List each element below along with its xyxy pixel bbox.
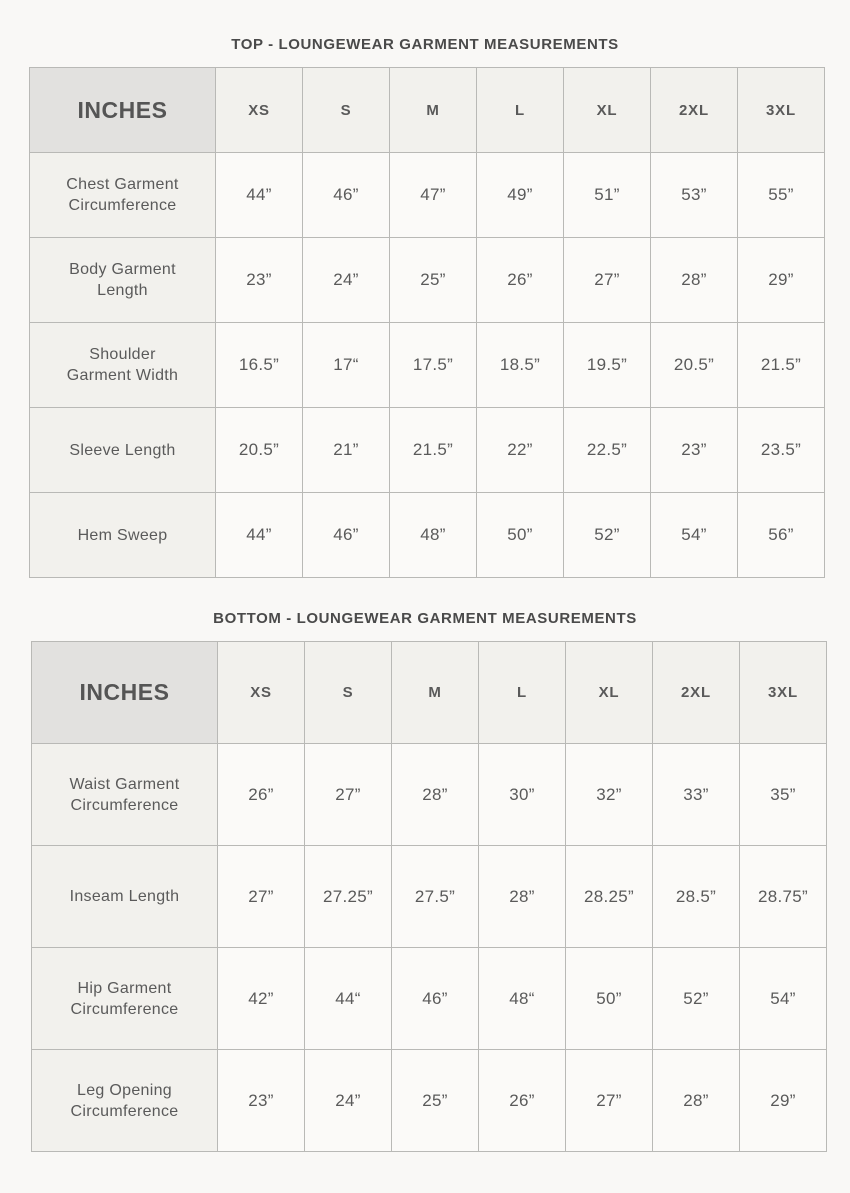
value-cell: 24” [303, 238, 390, 323]
value-cell: 24” [305, 1050, 392, 1152]
table-row [30, 493, 825, 578]
value-cell: 20.5” [216, 408, 303, 493]
value-cell: 19.5” [564, 323, 651, 408]
value-cell: 17“ [303, 323, 390, 408]
row-label-line: Shoulder [89, 346, 156, 363]
value-cell: 23” [218, 1050, 305, 1152]
value-cell: 46” [392, 948, 479, 1050]
value-cell: 33” [653, 744, 740, 846]
value-cell: 56” [738, 493, 825, 578]
value-cell: 54” [651, 493, 738, 578]
value-cell: 51” [564, 153, 651, 238]
value-cell: 52” [564, 493, 651, 578]
value-cell: 23” [216, 238, 303, 323]
row-label-inseam [32, 846, 218, 948]
row-label-body-length [30, 238, 216, 323]
value-cell: 46” [303, 493, 390, 578]
value-cell: 52” [653, 948, 740, 1050]
top-unit-label: INCHES [30, 68, 216, 153]
value-cell: 28” [651, 238, 738, 323]
row-label-waist [32, 744, 218, 846]
value-cell: 18.5” [477, 323, 564, 408]
row-label-line: Body Garment [69, 261, 176, 278]
row-label-chest [30, 153, 216, 238]
table-row [32, 1050, 827, 1152]
top-header-row [30, 68, 825, 153]
value-cell: 50” [477, 493, 564, 578]
value-cell: 21.5” [738, 323, 825, 408]
top-size-xl: XL [564, 68, 651, 153]
value-cell: 28” [479, 846, 566, 948]
value-cell: 46” [303, 153, 390, 238]
row-label-line: Sleeve Length [69, 441, 176, 459]
row-label-line: Leg Opening [77, 1081, 172, 1099]
value-cell: 28.5” [653, 846, 740, 948]
table-row [30, 323, 825, 408]
table-row [32, 948, 827, 1050]
row-label-line: Circumference [70, 1000, 179, 1018]
value-cell: 32” [566, 744, 653, 846]
value-cell: 27” [566, 1050, 653, 1152]
value-cell: 20.5” [651, 323, 738, 408]
value-cell: 30” [479, 744, 566, 846]
value-cell: 23.5” [738, 408, 825, 493]
value-cell: 23” [651, 408, 738, 493]
value-cell: 28.75” [740, 846, 827, 948]
top-measurements-table [29, 67, 825, 578]
row-label-line: Waist Garment [69, 775, 180, 793]
row-label-hem [30, 493, 216, 578]
table-row [30, 408, 825, 493]
top-size-m: M [390, 68, 477, 153]
bottom-size-2xl: 2XL [653, 642, 740, 744]
bottom-size-3xl: 3XL [740, 642, 827, 744]
bottom-measurements-table [31, 641, 827, 1152]
value-cell: 25” [392, 1050, 479, 1152]
top-size-xs: XS [216, 68, 303, 153]
bottom-unit-label: INCHES [32, 642, 218, 744]
row-label-leg-opening [32, 1050, 218, 1152]
top-size-l: L [477, 68, 564, 153]
value-cell: 21.5” [390, 408, 477, 493]
row-label-line: Circumference [70, 796, 179, 814]
value-cell: 21” [303, 408, 390, 493]
row-label-line: Hem Sweep [77, 526, 168, 544]
value-cell: 35” [740, 744, 827, 846]
bottom-section-title: BOTTOM - LOUNGEWEAR GARMENT MEASUREMENTS [213, 610, 637, 627]
top-size-s: S [303, 68, 390, 153]
row-label-line: Length [97, 282, 148, 299]
value-cell: 26” [218, 744, 305, 846]
value-cell: 28.25” [566, 846, 653, 948]
value-cell: 50” [566, 948, 653, 1050]
value-cell: 16.5” [216, 323, 303, 408]
value-cell: 27” [305, 744, 392, 846]
value-cell: 54” [740, 948, 827, 1050]
bottom-size-xl: XL [566, 642, 653, 744]
table-row [30, 153, 825, 238]
value-cell: 42” [218, 948, 305, 1050]
row-label-line: Inseam Length [69, 888, 180, 905]
row-label-sleeve [30, 408, 216, 493]
row-label-hip [32, 948, 218, 1050]
row-label-line: Hip Garment [77, 979, 172, 997]
top-section-title: TOP - LOUNGEWEAR GARMENT MEASUREMENTS [231, 36, 619, 53]
value-cell: 29” [738, 238, 825, 323]
value-cell: 28” [392, 744, 479, 846]
bottom-size-s: S [305, 642, 392, 744]
value-cell: 27” [218, 846, 305, 948]
value-cell: 22.5” [564, 408, 651, 493]
value-cell: 49” [477, 153, 564, 238]
value-cell: 44“ [305, 948, 392, 1050]
table-row [32, 744, 827, 846]
value-cell: 26” [477, 238, 564, 323]
value-cell: 47” [390, 153, 477, 238]
value-cell: 29” [740, 1050, 827, 1152]
row-label-line: Circumference [68, 197, 177, 214]
value-cell: 44” [216, 153, 303, 238]
value-cell: 25” [390, 238, 477, 323]
bottom-size-l: L [479, 642, 566, 744]
value-cell: 27” [564, 238, 651, 323]
row-label-line: Circumference [70, 1102, 179, 1120]
value-cell: 17.5” [390, 323, 477, 408]
value-cell: 26” [479, 1050, 566, 1152]
row-label-line: Chest Garment [66, 176, 179, 193]
value-cell: 27.25” [305, 846, 392, 948]
top-size-3xl: 3XL [738, 68, 825, 153]
value-cell: 28” [653, 1050, 740, 1152]
table-row [30, 238, 825, 323]
table-row [32, 846, 827, 948]
bottom-size-m: M [392, 642, 479, 744]
value-cell: 53” [651, 153, 738, 238]
row-label-shoulder [30, 323, 216, 408]
value-cell: 55” [738, 153, 825, 238]
value-cell: 22” [477, 408, 564, 493]
bottom-header-row [32, 642, 827, 744]
top-size-2xl: 2XL [651, 68, 738, 153]
value-cell: 27.5” [392, 846, 479, 948]
value-cell: 44” [216, 493, 303, 578]
bottom-size-xs: XS [218, 642, 305, 744]
value-cell: 48“ [479, 948, 566, 1050]
value-cell: 48” [390, 493, 477, 578]
row-label-line: Garment Width [66, 367, 179, 384]
